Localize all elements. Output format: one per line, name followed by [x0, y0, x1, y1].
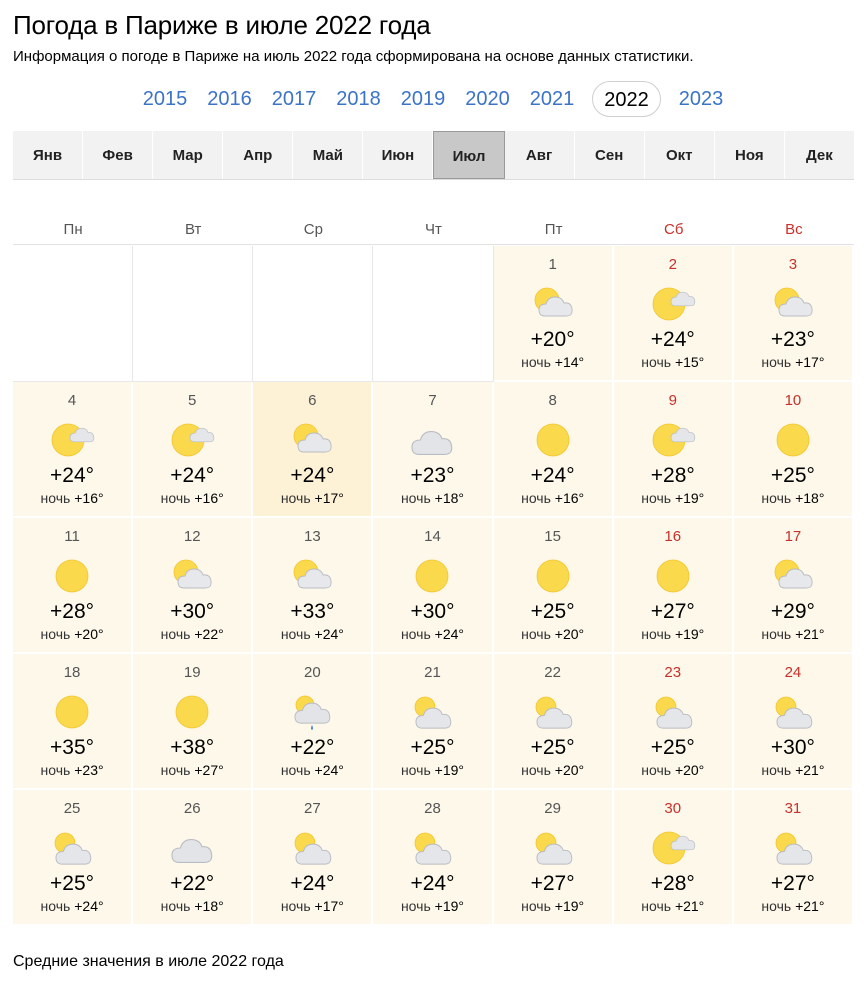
night-value: +24° — [434, 626, 465, 642]
day-number: 6 — [308, 392, 317, 409]
day-number: 4 — [67, 392, 77, 409]
night-label: ночь — [160, 490, 191, 506]
sun-icon — [769, 420, 817, 460]
calendar-day-cell[interactable] — [734, 246, 854, 382]
month-tab-5[interactable]: Май — [293, 131, 363, 179]
sun-icon — [529, 556, 577, 596]
day-number: 23 — [664, 664, 682, 681]
night-temperature — [494, 354, 612, 370]
month-tab-9[interactable]: Сен — [575, 131, 645, 179]
day-temperature: +24° — [650, 328, 695, 351]
calendar-day-cell[interactable] — [734, 518, 854, 654]
calendar-empty-cell — [133, 246, 253, 382]
night-temperature — [253, 626, 371, 642]
day-temperature: +35° — [50, 736, 95, 759]
night-temperature — [734, 354, 852, 370]
night-value: +19° — [434, 898, 465, 914]
day-temperature: +25° — [770, 464, 815, 487]
day-temperature: +22° — [290, 736, 335, 759]
mostly-cloudy-icon — [649, 692, 697, 732]
night-label: ночь — [400, 762, 431, 778]
night-value: +18° — [194, 898, 224, 914]
month-tab-4[interactable]: Апр — [223, 131, 293, 179]
day-number: 18 — [63, 664, 81, 681]
night-label: ночь — [641, 626, 672, 642]
sun-cloud-icon — [168, 420, 216, 460]
weekday-label: Пн — [63, 221, 83, 238]
night-temperature — [494, 626, 612, 642]
mostly-cloudy-icon — [288, 828, 336, 868]
day-number: 5 — [188, 392, 197, 409]
calendar-day-cell[interactable] — [614, 790, 734, 926]
night-value: +18° — [795, 490, 825, 506]
day-temperature: +30° — [170, 600, 215, 623]
night-temperature — [614, 626, 732, 642]
weekday-label: Сб — [664, 221, 684, 238]
calendar-day-cell[interactable] — [13, 654, 133, 790]
night-label: ночь — [761, 762, 792, 778]
day-temperature: +25° — [410, 736, 455, 759]
day-temperature: +24° — [290, 872, 335, 895]
page-title: Погода в Париже в июле 2022 года — [13, 10, 431, 40]
night-temperature — [494, 898, 612, 914]
year-link-2022[interactable]: 2022 — [592, 81, 661, 117]
night-label: ночь — [761, 490, 792, 506]
day-number: 22 — [544, 664, 561, 681]
night-label: ночь — [521, 898, 551, 914]
calendar-grid — [13, 246, 854, 926]
night-value: +21° — [795, 762, 825, 778]
sun-cloud-icon — [649, 420, 697, 460]
night-temperature — [373, 490, 491, 506]
year-link-2018[interactable]: 2018 — [336, 88, 381, 110]
day-temperature: +20° — [530, 328, 575, 351]
night-temperature — [13, 490, 131, 506]
night-temperature — [734, 762, 852, 778]
year-link-2019[interactable]: 2019 — [400, 88, 446, 110]
night-label: ночь — [641, 762, 672, 778]
day-number: 10 — [784, 392, 802, 409]
day-number: 3 — [788, 256, 798, 273]
mostly-cloudy-icon — [529, 692, 577, 732]
calendar-day-cell[interactable] — [494, 790, 614, 926]
night-label: ночь — [160, 626, 191, 642]
day-number: 21 — [424, 664, 441, 681]
night-value: +18° — [434, 490, 465, 506]
year-link-2023[interactable]: 2023 — [678, 88, 724, 110]
night-label: ночь — [400, 626, 431, 642]
night-value: +22° — [194, 626, 224, 642]
night-value: +19° — [674, 626, 705, 642]
sun-icon — [408, 556, 456, 596]
day-number: 20 — [304, 664, 321, 681]
mostly-cloudy-icon — [408, 692, 456, 732]
weekday-label: Пт — [544, 221, 563, 238]
mostly-cloudy-icon — [408, 828, 456, 868]
rain-icon — [288, 692, 336, 732]
night-label: ночь — [521, 490, 551, 506]
night-label: ночь — [641, 898, 672, 914]
night-temperature — [373, 762, 491, 778]
calendar-day-cell[interactable] — [133, 518, 253, 654]
night-label: ночь — [761, 354, 792, 370]
night-label: ночь — [280, 490, 311, 506]
night-label: ночь — [521, 354, 551, 370]
night-label: ночь — [641, 490, 672, 506]
day-temperature: +27° — [770, 872, 815, 895]
day-number: 30 — [664, 800, 682, 817]
mostly-cloudy-icon — [529, 828, 577, 868]
calendar-day-cell[interactable] — [373, 382, 493, 518]
night-value: +20° — [74, 626, 104, 642]
partly-cloudy-icon — [769, 284, 817, 324]
day-number: 16 — [664, 528, 682, 545]
sun-icon — [48, 556, 96, 596]
day-number: 31 — [784, 800, 802, 817]
calendar-day-cell[interactable] — [133, 382, 253, 518]
day-temperature: +28° — [650, 464, 695, 487]
night-temperature — [494, 762, 612, 778]
calendar-day-cell[interactable] — [373, 654, 493, 790]
calendar-day-cell[interactable] — [253, 790, 373, 926]
day-number: 12 — [183, 528, 201, 545]
day-temperature: +24° — [410, 872, 455, 895]
night-temperature — [614, 762, 732, 778]
night-value: +16° — [194, 490, 224, 506]
night-label: ночь — [400, 490, 431, 506]
averages-heading: Средние значения в июле 2022 года — [13, 953, 284, 970]
day-temperature: +25° — [650, 736, 695, 759]
day-number: 1 — [548, 256, 557, 273]
day-temperature: +30° — [770, 736, 815, 759]
night-value: +19° — [434, 762, 465, 778]
day-number: 19 — [183, 664, 201, 681]
night-label: ночь — [761, 898, 792, 914]
calendar-day-cell[interactable] — [734, 654, 854, 790]
sun-cloud-icon — [649, 828, 697, 868]
night-temperature — [734, 490, 852, 506]
calendar-day-cell[interactable] — [253, 518, 373, 654]
day-number: 27 — [304, 800, 321, 817]
weekday-label: Вт — [185, 221, 202, 238]
night-temperature — [373, 898, 491, 914]
calendar-day-cell[interactable] — [253, 654, 373, 790]
night-temperature — [133, 898, 251, 914]
month-tab-10[interactable]: Окт — [645, 131, 715, 179]
partly-cloudy-icon — [529, 284, 577, 324]
sun-icon — [529, 420, 577, 460]
month-tab-2[interactable]: Фев — [83, 131, 153, 179]
night-value: +27° — [194, 762, 224, 778]
calendar-day-cell[interactable] — [614, 246, 734, 382]
night-value: +19° — [554, 898, 585, 914]
night-value: +23° — [74, 762, 104, 778]
night-label: ночь — [761, 626, 792, 642]
night-temperature — [133, 626, 251, 642]
cloudy-icon — [408, 420, 456, 460]
day-temperature: +28° — [50, 600, 95, 623]
night-temperature — [373, 626, 491, 642]
night-temperature — [253, 762, 371, 778]
day-temperature: +30° — [410, 600, 455, 623]
sun-icon — [649, 556, 697, 596]
weekday-header — [13, 218, 854, 245]
day-number: 11 — [64, 528, 80, 545]
day-temperature: +27° — [650, 600, 695, 623]
mostly-cloudy-icon — [769, 828, 817, 868]
night-label: ночь — [280, 898, 311, 914]
year-link-2020[interactable]: 2020 — [465, 88, 510, 110]
night-value: +14° — [554, 354, 585, 370]
night-value: +20° — [674, 762, 705, 778]
night-label: ночь — [40, 490, 71, 506]
night-value: +16° — [74, 490, 104, 506]
night-value: +24° — [314, 762, 344, 778]
day-temperature: +25° — [530, 600, 575, 623]
day-number: 9 — [668, 392, 677, 409]
mostly-cloudy-icon — [48, 828, 96, 868]
cloudy-icon — [168, 828, 216, 868]
night-label: ночь — [521, 626, 551, 642]
calendar-day-cell[interactable] — [614, 518, 734, 654]
calendar-day-cell[interactable] — [614, 654, 734, 790]
night-temperature — [614, 898, 732, 914]
calendar-day-cell[interactable] — [734, 790, 854, 926]
day-temperature: +24° — [50, 464, 95, 487]
night-value: +19° — [674, 490, 705, 506]
day-number: 8 — [548, 392, 557, 409]
night-temperature — [13, 762, 131, 778]
day-number: 29 — [544, 800, 561, 817]
day-number: 25 — [63, 800, 81, 817]
night-temperature — [614, 490, 732, 506]
day-temperature: +22° — [170, 872, 215, 895]
partly-cloudy-icon — [288, 420, 336, 460]
night-label: ночь — [280, 762, 311, 778]
night-value: +20° — [554, 626, 585, 642]
calendar-day-cell[interactable] — [133, 790, 253, 926]
mostly-cloudy-icon — [769, 692, 817, 732]
night-value: +24° — [74, 898, 104, 914]
night-value: +24° — [314, 626, 344, 642]
year-link-2015[interactable]: 2015 — [142, 88, 188, 110]
night-temperature — [253, 898, 371, 914]
sun-cloud-icon — [649, 284, 697, 324]
page-subtitle: Информация о погоде в Париже на июль 2022 года сформирована на основе данных статистики. — [13, 48, 694, 65]
calendar-day-cell[interactable] — [494, 382, 614, 518]
day-number: 24 — [784, 664, 802, 681]
night-temperature — [133, 490, 251, 506]
night-temperature — [494, 490, 612, 506]
calendar-day-cell[interactable] — [133, 654, 253, 790]
day-temperature: +28° — [650, 872, 695, 895]
calendar-day-cell[interactable] — [494, 246, 614, 382]
weekday-label: Чт — [425, 221, 442, 238]
calendar-day-cell[interactable] — [13, 518, 133, 654]
night-temperature — [734, 626, 852, 642]
month-tab-7[interactable]: Июл — [433, 131, 504, 179]
night-label: ночь — [40, 626, 71, 642]
night-temperature — [13, 626, 131, 642]
weekday-label: Ср — [303, 221, 323, 238]
calendar-day-cell[interactable] — [13, 382, 133, 518]
day-temperature: +33° — [290, 600, 335, 623]
night-value: +15° — [674, 354, 705, 370]
day-number: 28 — [424, 800, 441, 817]
month-tab-8[interactable]: Авг — [505, 131, 575, 179]
sun-icon — [168, 692, 216, 732]
partly-cloudy-icon — [168, 556, 216, 596]
year-selector — [0, 80, 866, 118]
month-tab-12[interactable]: Дек — [806, 147, 833, 164]
month-tab-11[interactable]: Ноя — [715, 131, 785, 179]
day-number: 2 — [668, 256, 677, 273]
night-value: +17° — [314, 490, 344, 506]
sun-cloud-icon — [48, 420, 96, 460]
calendar-day-cell[interactable] — [494, 654, 614, 790]
night-value: +21° — [795, 898, 825, 914]
partly-cloudy-icon — [288, 556, 336, 596]
night-label: ночь — [40, 898, 71, 914]
night-value: +21° — [795, 626, 825, 642]
day-number: 26 — [183, 800, 201, 817]
night-temperature — [614, 354, 732, 370]
month-tab-6[interactable]: Июн — [363, 131, 433, 179]
night-label: ночь — [521, 762, 551, 778]
calendar-day-cell[interactable] — [373, 518, 493, 654]
day-number: 14 — [424, 528, 441, 545]
night-temperature — [13, 898, 131, 914]
night-temperature — [734, 898, 852, 914]
night-value: +21° — [674, 898, 705, 914]
night-temperature — [253, 490, 371, 506]
day-temperature: +24° — [170, 464, 215, 487]
month-tab-3[interactable]: Мар — [153, 131, 223, 179]
day-temperature: +25° — [530, 736, 575, 759]
night-label: ночь — [641, 354, 672, 370]
partly-cloudy-icon — [769, 556, 817, 596]
night-label: ночь — [280, 626, 311, 642]
year-link-2021[interactable]: 2021 — [529, 88, 575, 110]
calendar-empty-cell — [373, 246, 493, 382]
night-value: +17° — [314, 898, 344, 914]
night-value: +16° — [554, 490, 585, 506]
sun-icon — [48, 692, 96, 732]
day-number: 13 — [304, 528, 321, 545]
night-value: +20° — [554, 762, 585, 778]
day-number: 15 — [544, 528, 561, 545]
calendar-empty-cell — [253, 246, 373, 382]
weekday-label: Вс — [785, 221, 803, 238]
night-temperature — [133, 762, 251, 778]
day-temperature: +24° — [530, 464, 575, 487]
day-temperature: +23° — [410, 464, 455, 487]
night-label: ночь — [160, 898, 191, 914]
calendar-day-cell[interactable] — [13, 790, 133, 926]
year-link-2017[interactable]: 2017 — [271, 88, 317, 110]
day-temperature: +25° — [50, 872, 95, 895]
day-number: 17 — [784, 528, 802, 545]
calendar-empty-cell — [13, 246, 133, 382]
month-tabs — [13, 131, 854, 180]
calendar-day-cell[interactable] — [373, 790, 493, 926]
day-temperature: +27° — [530, 872, 575, 895]
day-temperature: +24° — [290, 464, 335, 487]
night-value: +17° — [795, 354, 825, 370]
night-label: ночь — [40, 762, 71, 778]
calendar-day-cell[interactable] — [253, 382, 373, 518]
day-temperature: +29° — [770, 600, 815, 623]
day-temperature: +23° — [770, 328, 815, 351]
calendar-day-cell[interactable] — [734, 382, 854, 518]
calendar-day-cell[interactable] — [614, 382, 734, 518]
day-temperature: +38° — [170, 736, 215, 759]
night-label: ночь — [160, 762, 191, 778]
year-link-2016[interactable]: 2016 — [207, 88, 252, 110]
calendar-day-cell[interactable] — [494, 518, 614, 654]
day-number: 7 — [428, 392, 437, 409]
month-tab-1[interactable]: Янв — [13, 131, 83, 179]
night-label: ночь — [400, 898, 431, 914]
